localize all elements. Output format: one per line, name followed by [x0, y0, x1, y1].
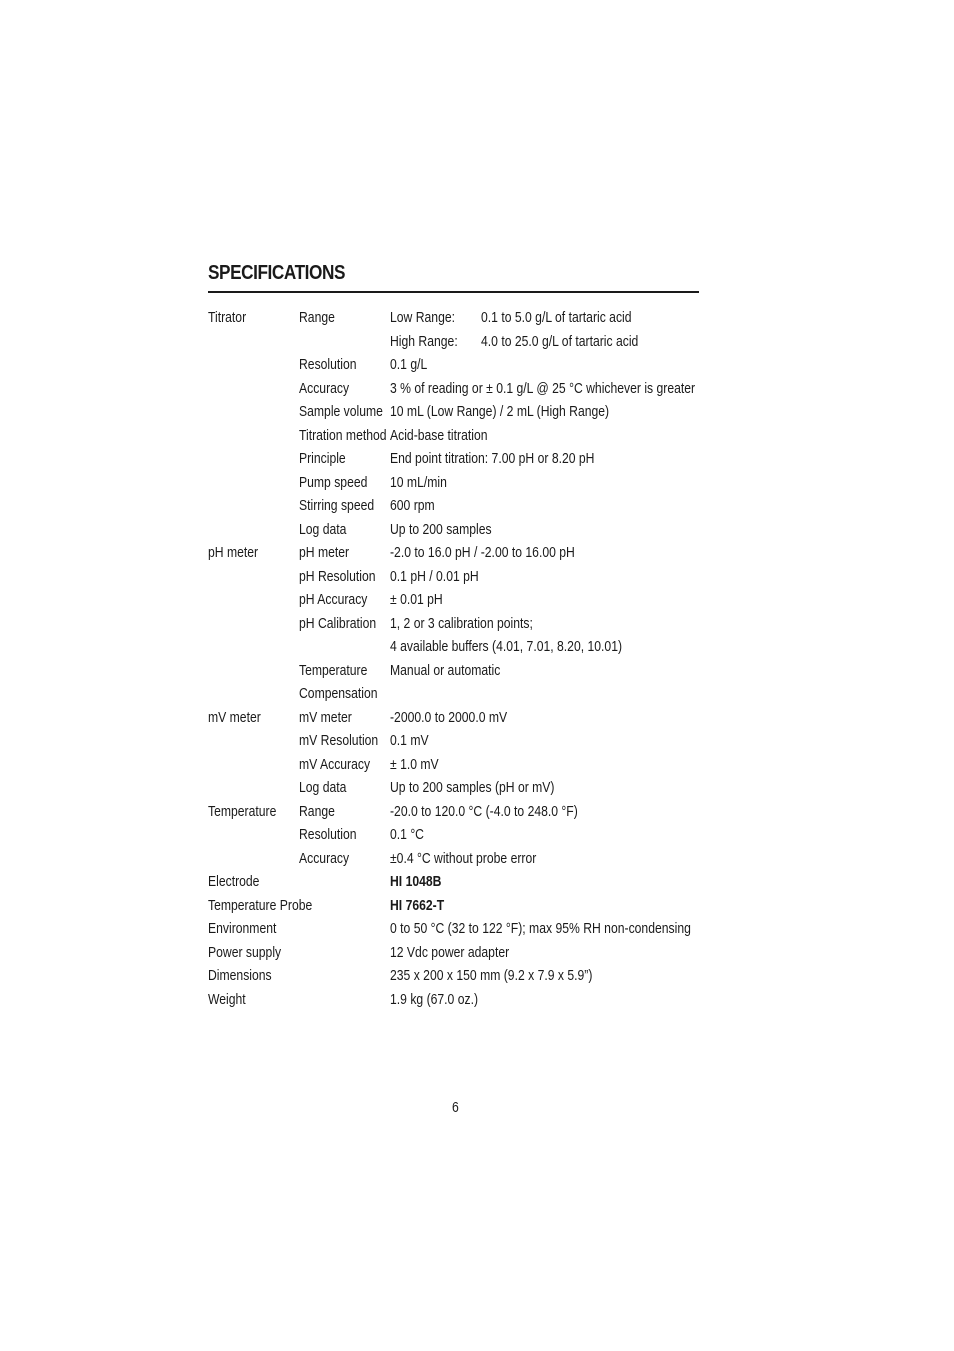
spec-value: 0.1 g/L [390, 357, 428, 373]
spec-value: 10 mL (Low Range) / 2 mL (High Range) [390, 404, 610, 420]
spec-row [208, 801, 708, 825]
spec-category: Environment [208, 921, 277, 937]
spec-row [208, 613, 708, 637]
spec-row [208, 989, 708, 1013]
spec-parameter: Range [299, 803, 335, 820]
specifications-table [208, 307, 708, 1012]
spec-value: 0.1 mV [390, 733, 429, 749]
page-number: 6 [452, 1100, 459, 1116]
spec-value: HI 7662-T [390, 897, 445, 914]
spec-row [208, 401, 708, 425]
spec-parameter: Pump speed [299, 474, 368, 491]
spec-row [208, 448, 708, 472]
spec-value: End point titration: 7.00 pH or 8.20 pH [390, 451, 595, 467]
spec-parameter: pH Calibration [299, 615, 377, 632]
spec-value: ±0.4 °C without probe error [390, 850, 537, 867]
spec-value-detail: 0.1 to 5.0 g/L of tartaric acid [481, 310, 632, 326]
spec-category: Temperature Probe [208, 897, 313, 914]
spec-value: 10 mL/min [390, 474, 447, 491]
spec-value: Acid-base titration [390, 427, 488, 444]
spec-value: HI 1048B [390, 874, 442, 890]
spec-row [208, 871, 708, 895]
spec-value: 235 x 200 x 150 mm (9.2 x 7.9 x 5.9”) [390, 968, 593, 984]
spec-category: pH meter [208, 545, 259, 561]
spec-row [208, 636, 708, 660]
spec-parameter: Accuracy [299, 850, 350, 867]
spec-value: Up to 200 samples (pH or mV) [390, 780, 555, 796]
spec-value: 4 available buffers (4.01, 7.01, 8.20, 10.01) [390, 639, 623, 655]
spec-row [208, 965, 708, 989]
spec-parameter: mV meter [299, 709, 352, 726]
spec-parameter: Log data [299, 780, 347, 796]
spec-value: 12 Vdc power adapter [390, 944, 510, 961]
spec-category: Titrator [208, 310, 247, 326]
spec-value: High Range: [390, 333, 458, 350]
spec-parameter: Resolution [299, 357, 357, 373]
spec-value: 3 % of reading or ± 0.1 g/L @ 25 °C whichever is greater [390, 380, 696, 397]
spec-parameter: Principle [299, 451, 346, 467]
spec-category: Dimensions [208, 968, 272, 984]
spec-category: Power supply [208, 944, 282, 961]
spec-row [208, 542, 708, 566]
spec-parameter: Titration method [299, 427, 387, 444]
spec-row [208, 331, 708, 355]
page-title: SPECIFICATIONS [208, 262, 346, 284]
spec-category: mV meter [208, 709, 261, 726]
spec-parameter: mV Accuracy [299, 756, 371, 773]
spec-value: -2.0 to 16.0 pH / -2.00 to 16.00 pH [390, 545, 575, 561]
spec-parameter: pH Resolution [299, 568, 376, 585]
spec-row [208, 824, 708, 848]
spec-value: 0.1 pH / 0.01 pH [390, 568, 479, 585]
spec-row [208, 730, 708, 754]
spec-parameter: pH meter [299, 545, 350, 561]
spec-parameter: Accuracy [299, 380, 350, 397]
spec-category: Temperature [208, 803, 277, 820]
spec-row [208, 378, 708, 402]
spec-row [208, 777, 708, 801]
spec-row [208, 495, 708, 519]
spec-parameter: Range [299, 310, 335, 326]
spec-value: 1, 2 or 3 calibration points; [390, 615, 533, 632]
spec-parameter: Sample volume [299, 404, 383, 420]
spec-parameter: pH Accuracy [299, 592, 368, 608]
spec-row [208, 848, 708, 872]
spec-row [208, 425, 708, 449]
spec-parameter: Temperature [299, 662, 368, 679]
spec-value: -2000.0 to 2000.0 mV [390, 709, 508, 726]
spec-parameter: mV Resolution [299, 733, 379, 749]
spec-row [208, 589, 708, 613]
spec-value-detail: 4.0 to 25.0 g/L of tartaric acid [481, 333, 639, 350]
spec-row [208, 472, 708, 496]
spec-row [208, 660, 708, 684]
spec-row [208, 707, 708, 731]
spec-value: -20.0 to 120.0 °C (-4.0 to 248.0 °F) [390, 803, 578, 820]
spec-value: Low Range: [390, 310, 456, 326]
spec-parameter: Stirring speed [299, 498, 375, 514]
spec-row [208, 354, 708, 378]
spec-parameter: Compensation [299, 686, 378, 702]
spec-row [208, 307, 708, 331]
spec-value: Up to 200 samples [390, 521, 492, 538]
spec-category: Weight [208, 991, 246, 1008]
spec-category: Electrode [208, 874, 260, 890]
spec-value: 0.1 °C [390, 827, 424, 843]
spec-value: 1.9 kg (67.0 oz.) [390, 991, 479, 1008]
spec-row [208, 918, 708, 942]
spec-row [208, 942, 708, 966]
spec-row [208, 519, 708, 543]
spec-row [208, 683, 708, 707]
spec-value: 600 rpm [390, 498, 435, 514]
spec-value: Manual or automatic [390, 662, 501, 679]
spec-parameter: Log data [299, 521, 347, 538]
spec-value: ± 0.01 pH [390, 592, 443, 608]
spec-value: ± 1.0 mV [390, 756, 439, 773]
spec-row [208, 566, 708, 590]
spec-row [208, 895, 708, 919]
title-divider [208, 291, 699, 293]
spec-row [208, 754, 708, 778]
spec-parameter: Resolution [299, 827, 357, 843]
spec-value: 0 to 50 °C (32 to 122 °F); max 95% RH non-condensing [390, 921, 691, 937]
